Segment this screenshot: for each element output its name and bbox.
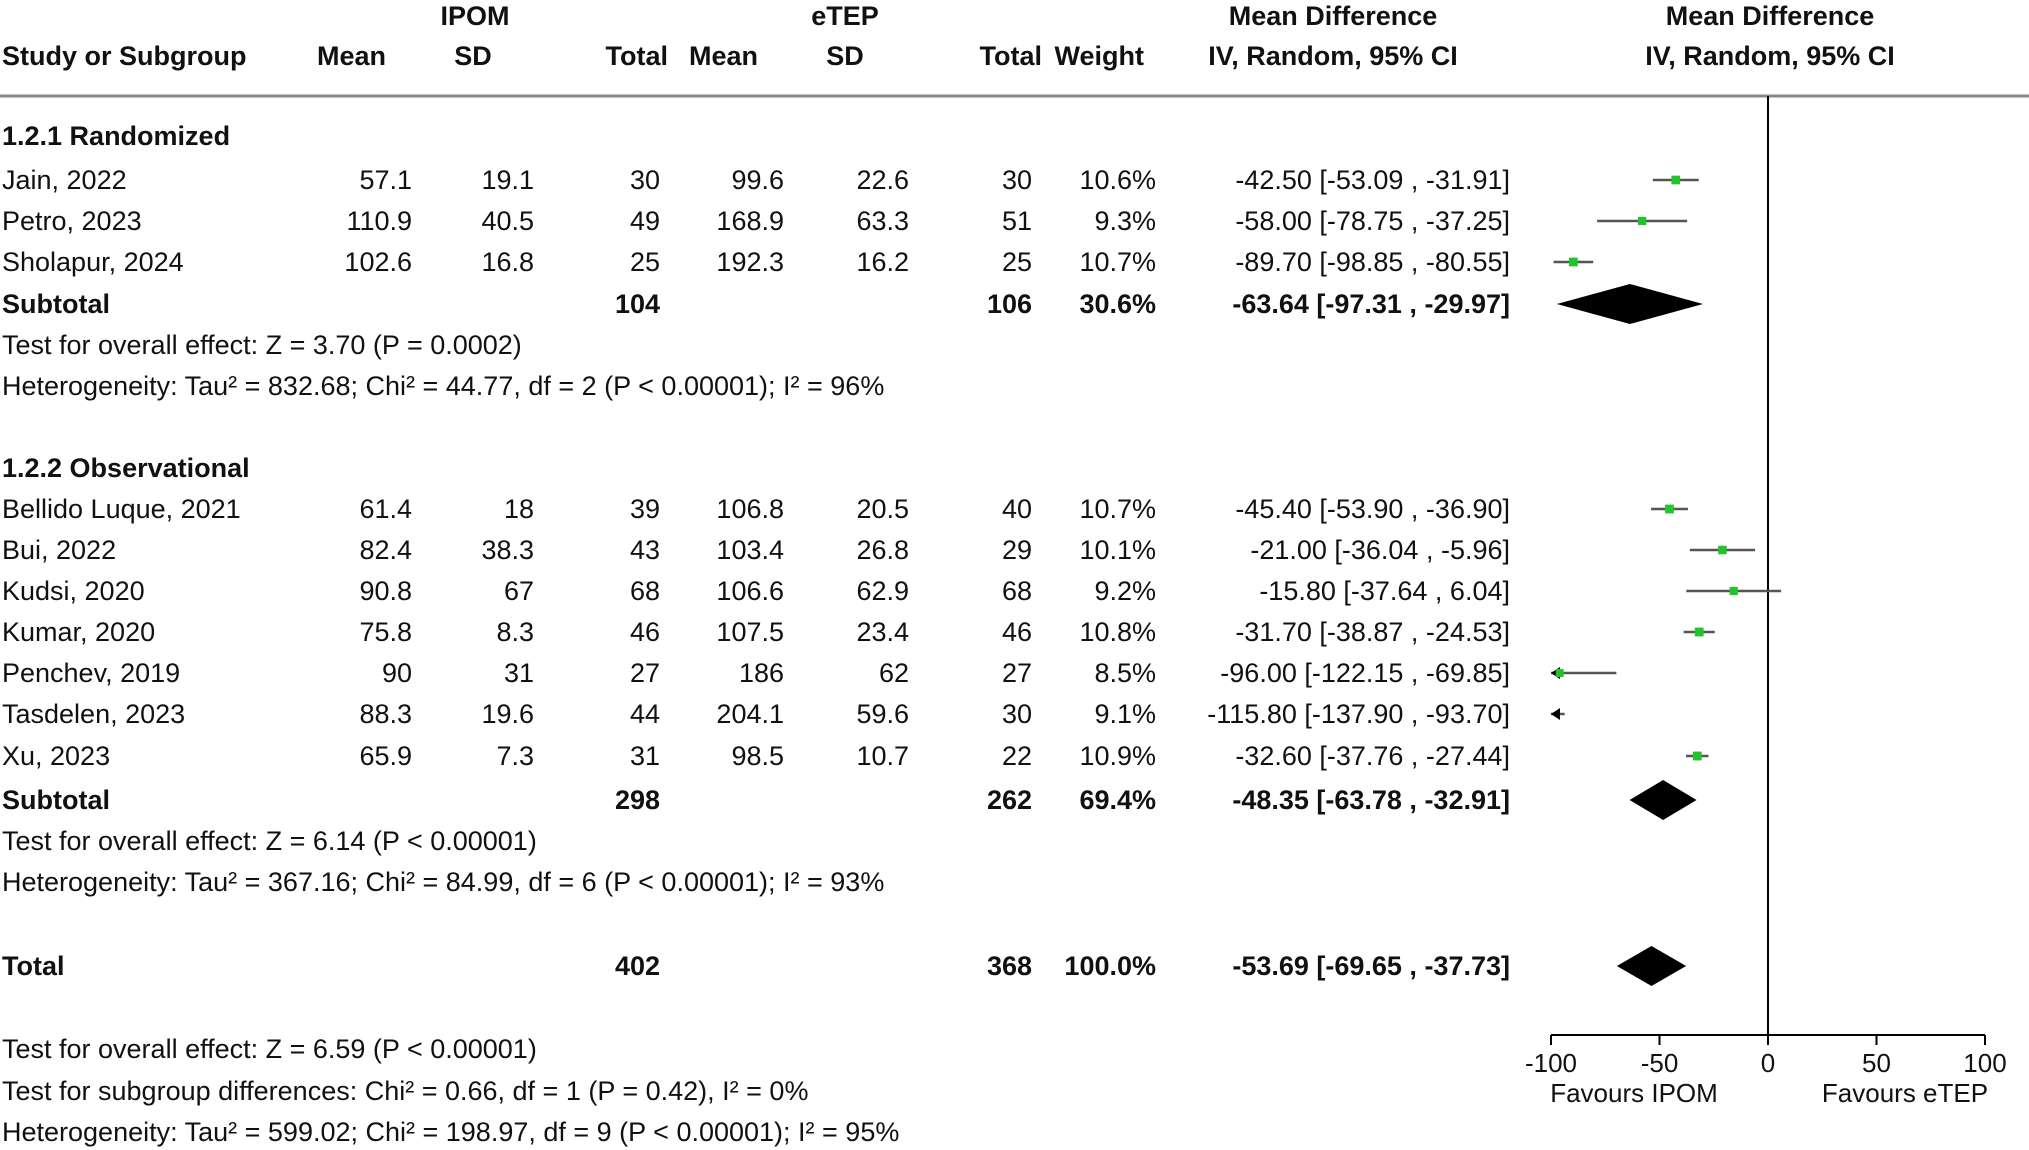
subgroup-title: 1.2.2 Observational [2,453,250,483]
etep-sd: 16.2 [856,247,909,277]
study-weight: 10.7% [1079,494,1156,524]
study-weight: 9.3% [1094,206,1156,236]
ipom-sd: 40.5 [481,206,534,236]
ipom-sd: 38.3 [481,535,534,565]
ipom-sd: 31 [503,658,534,688]
subtotal-ipom-total: 298 [614,785,660,815]
etep-total: 25 [1001,247,1032,277]
etep-mean: 98.5 [731,741,784,771]
total-label: Total [2,951,65,981]
study-point-marker [1638,217,1646,225]
etep-group-header: eTEP [811,1,879,31]
subgroup-effect-test: Test for overall effect: Z = 3.70 (P = 0.0002) [2,330,522,360]
etep-mean: 106.8 [716,494,784,524]
ipom-mean: 90 [381,658,412,688]
subgroup-heterogeneity: Heterogeneity: Tau² = 832.68; Chi² = 44.77, df = 2 (P < 0.00001); I² = 96% [2,371,885,401]
study-name: Bui, 2022 [2,535,117,565]
etep-total: 30 [1001,699,1032,729]
subtotal-ci: -63.64 [-97.31 , -29.97] [1232,289,1510,319]
study-weight: 10.7% [1079,247,1156,277]
study-name: Bellido Luque, 2021 [2,494,241,524]
study-weight: 10.1% [1079,535,1156,565]
etep-sd: 23.4 [856,617,909,647]
col-header-etep-mean: Mean [688,41,758,71]
x-tick-label: 0 [1760,1048,1776,1078]
etep-sd: 22.6 [856,165,909,195]
study-ci: -96.00 [-122.15 , -69.85] [1220,658,1510,688]
ipom-group-header: IPOM [440,1,510,31]
study-weight: 8.5% [1094,658,1156,688]
study-name: Kudsi, 2020 [2,576,145,606]
ipom-mean: 61.4 [359,494,412,524]
subgroup-heterogeneity: Heterogeneity: Tau² = 367.16; Chi² = 84.99, df = 6 (P < 0.00001); I² = 93% [2,867,885,897]
ipom-sd: 7.3 [496,741,534,771]
subtotal-diamond [1630,780,1697,820]
ipom-mean: 110.9 [346,206,412,236]
ipom-sd: 18 [503,494,534,524]
col-header-plot-method: IV, Random, 95% CI [1645,41,1895,71]
study-name: Penchev, 2019 [2,658,181,688]
study-ci: -89.70 [-98.85 , -80.55] [1235,247,1510,277]
etep-mean: 103.4 [716,535,784,565]
overall-effect-test: Test for overall effect: Z = 6.59 (P < 0.00001) [2,1034,537,1064]
subtotal-etep-total: 262 [986,785,1032,815]
etep-total: 68 [1001,576,1032,606]
study-point-marker [1718,546,1727,555]
x-tick-label: 100 [1963,1048,2007,1078]
ipom-total: 49 [629,206,660,236]
etep-sd: 59.6 [856,699,909,729]
ipom-total: 43 [629,535,660,565]
col-header-ipom-mean: Mean [316,41,386,71]
study-name: Xu, 2023 [2,741,111,771]
ipom-sd: 19.1 [481,165,534,195]
ipom-total: 25 [629,247,660,277]
study-point-marker [1671,176,1680,185]
total-ci: -53.69 [-69.65 , -37.73] [1232,951,1510,981]
ipom-sd: 8.3 [496,617,534,647]
subtotal-weight: 30.6% [1079,289,1156,319]
col-header-etep-total: Total [979,41,1042,71]
study-ci: -42.50 [-53.09 , -31.91] [1235,165,1510,195]
study-ci-arrow [1551,708,1560,720]
plot-group-header: Mean Difference [1665,1,1875,31]
favours-right-label: Favours eTEP [1821,1078,1989,1108]
ipom-total: 30 [629,165,660,195]
etep-sd: 20.5 [856,494,909,524]
ipom-sd: 16.8 [481,247,534,277]
col-header-etep-sd: SD [826,41,864,71]
ipom-mean: 102.6 [344,247,412,277]
favours-left-label: Favours IPOM [1550,1078,1718,1108]
etep-mean: 106.6 [716,576,784,606]
ipom-total: 46 [629,617,660,647]
x-tick-label: -100 [1524,1048,1578,1078]
total-etep-total: 368 [986,951,1032,981]
study-ci: -115.80 [-137.90 , -93.70] [1207,699,1510,729]
study-name: Jain, 2022 [2,165,127,195]
x-tick-label: 50 [1862,1048,1891,1078]
subgroup-effect-test: Test for overall effect: Z = 6.14 (P < 0.00001) [2,826,537,856]
study-ci: -58.00 [-78.75 , -37.25] [1235,206,1510,236]
ipom-mean: 65.9 [359,741,412,771]
total-ipom-total: 402 [614,951,660,981]
study-name: Kumar, 2020 [2,617,156,647]
etep-sd: 10.7 [856,741,909,771]
subtotal-etep-total: 106 [986,289,1032,319]
study-point-marker [1569,258,1578,267]
study-point-marker [1556,669,1564,677]
col-header-ci: IV, Random, 95% CI [1208,41,1458,71]
col-header-weight: Weight [1054,41,1144,71]
ipom-sd: 19.6 [481,699,534,729]
subtotal-ci: -48.35 [-63.78 , -32.91] [1232,785,1510,815]
ipom-mean: 90.8 [359,576,412,606]
etep-total: 51 [1001,206,1032,236]
etep-total: 22 [1001,741,1032,771]
study-name: Petro, 2023 [2,206,142,236]
etep-mean: 107.5 [716,617,784,647]
ipom-total: 68 [629,576,660,606]
etep-total: 46 [1001,617,1032,647]
etep-total: 27 [1001,658,1032,688]
total-diamond [1617,946,1686,986]
ipom-mean: 75.8 [359,617,412,647]
etep-total: 29 [1001,535,1032,565]
study-weight: 10.9% [1079,741,1156,771]
ipom-total: 39 [629,494,660,524]
study-ci: -21.00 [-36.04 , -5.96] [1250,535,1510,565]
subtotal-label: Subtotal [2,785,110,815]
study-weight: 9.1% [1094,699,1156,729]
total-weight: 100.0% [1064,951,1156,981]
ipom-total: 44 [629,699,660,729]
col-header-ipom-total: Total [605,41,668,71]
study-ci: -45.40 [-53.90 , -36.90] [1235,494,1510,524]
etep-total: 30 [1001,165,1032,195]
etep-sd: 62.9 [856,576,909,606]
etep-sd: 63.3 [856,206,909,236]
study-name: Tasdelen, 2023 [2,699,186,729]
ipom-mean: 88.3 [359,699,412,729]
etep-total: 40 [1001,494,1032,524]
study-ci: -32.60 [-37.76 , -27.44] [1235,741,1510,771]
study-ci: -31.70 [-38.87 , -24.53] [1235,617,1510,647]
ipom-mean: 82.4 [359,535,412,565]
subtotal-ipom-total: 104 [614,289,660,319]
ipom-total: 31 [629,741,660,771]
study-name: Sholapur, 2024 [2,247,184,277]
study-point-marker [1693,752,1702,761]
study-weight: 9.2% [1094,576,1156,606]
ipom-mean: 57.1 [359,165,412,195]
study-ci: -15.80 [-37.64 , 6.04] [1259,576,1510,606]
study-weight: 10.6% [1079,165,1156,195]
study-point-marker [1695,628,1704,637]
x-tick-label: -50 [1640,1048,1679,1078]
etep-mean: 204.1 [716,699,784,729]
subtotal-diamond [1557,284,1703,324]
subtotal-weight: 69.4% [1079,785,1156,815]
overall-heterogeneity: Heterogeneity: Tau² = 599.02; Chi² = 198.97, df = 9 (P < 0.00001); I² = 95% [2,1117,900,1147]
study-weight: 10.8% [1079,617,1156,647]
study-point-marker [1665,505,1674,514]
subgroup-title: 1.2.1 Randomized [2,121,231,151]
col-header-study: Study or Subgroup [2,41,247,71]
study-point-marker [1730,587,1738,595]
etep-mean: 186 [738,658,784,688]
subtotal-label: Subtotal [2,289,110,319]
md-group-header: Mean Difference [1228,1,1438,31]
col-header-ipom-sd: SD [454,41,492,71]
ipom-total: 27 [629,658,660,688]
ipom-sd: 67 [503,576,534,606]
etep-sd: 62 [878,658,909,688]
etep-mean: 168.9 [716,206,784,236]
subgroup-difference-test: Test for subgroup differences: Chi² = 0.66, df = 1 (P = 0.42), I² = 0% [2,1076,809,1106]
etep-mean: 192.3 [716,247,784,277]
etep-sd: 26.8 [856,535,909,565]
etep-mean: 99.6 [731,165,784,195]
